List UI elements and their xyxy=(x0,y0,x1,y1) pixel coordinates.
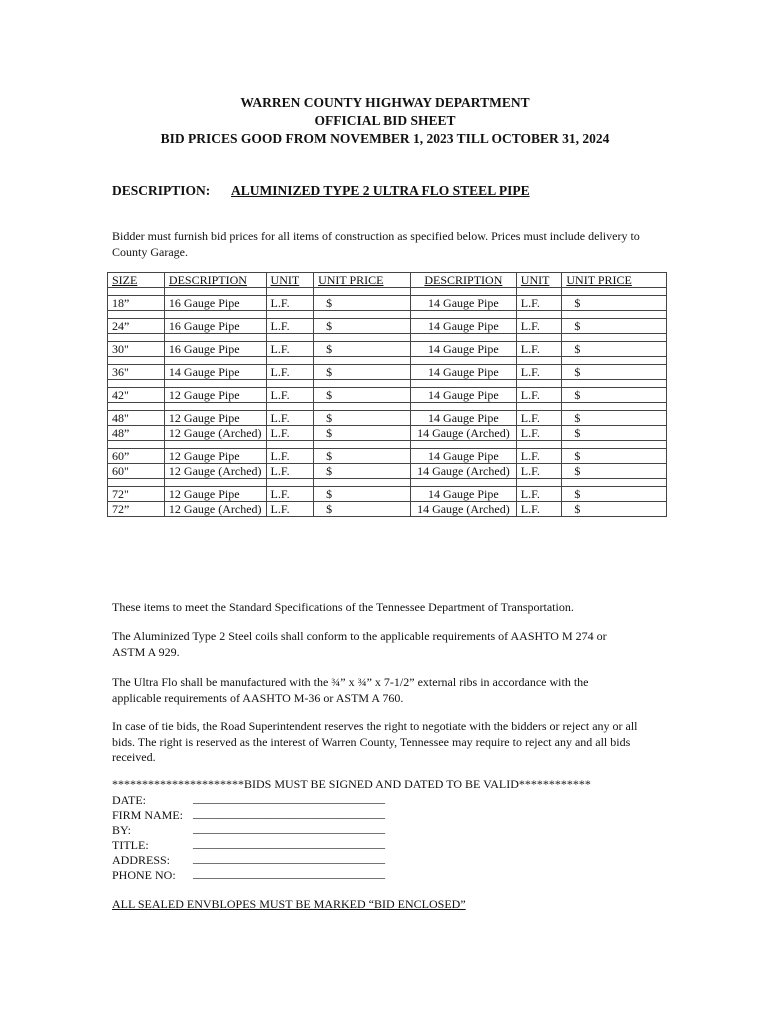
signature-banner: **********************BIDS MUST BE SIGNED AND DATED TO BE VALID************ xyxy=(112,777,591,791)
unit-price-cell[interactable]: $ xyxy=(314,464,411,479)
description-value: ALUMINIZED TYPE 2 ULTRA FLO STEEL PIPE xyxy=(231,183,530,198)
unit-price-cell[interactable]: $ xyxy=(314,342,411,357)
size-cell: 72” xyxy=(108,502,165,517)
spacer-cell xyxy=(516,357,562,365)
unit-cell: L.F. xyxy=(266,296,314,311)
size-cell: 72" xyxy=(108,487,165,502)
unit-alt-cell: L.F. xyxy=(516,487,562,502)
size-cell: 42" xyxy=(108,388,165,403)
spacer-cell xyxy=(164,311,266,319)
spacer-row xyxy=(108,441,667,449)
unit-cell: L.F. xyxy=(266,487,314,502)
unit-cell: L.F. xyxy=(266,502,314,517)
unit-price-alt-cell[interactable]: $ xyxy=(562,449,667,464)
blank-line-date[interactable]: ________________________________ xyxy=(193,791,385,805)
spacer-cell xyxy=(266,357,314,365)
spacer-cell xyxy=(410,334,516,342)
header-unit-price-alt: UNIT PRICE xyxy=(562,273,667,288)
description-alt-cell: 14 Gauge Pipe xyxy=(410,296,516,311)
spacer-row xyxy=(108,311,667,319)
spacer-row xyxy=(108,334,667,342)
unit-alt-cell: L.F. xyxy=(516,319,562,334)
unit-price-alt-cell[interactable]: $ xyxy=(562,296,667,311)
spacer-cell xyxy=(314,288,411,296)
table-row xyxy=(108,296,667,311)
size-cell: 48" xyxy=(108,411,165,426)
unit-cell: L.F. xyxy=(266,342,314,357)
header-sheet-title: OFFICIAL BID SHEET xyxy=(314,113,456,128)
description-alt-cell: 14 Gauge (Arched) xyxy=(410,426,516,441)
header-valid-dates: BID PRICES GOOD FROM NOVEMBER 1, 2023 TILL OCTOBER 31, 2024 xyxy=(160,131,610,146)
spacer-cell xyxy=(314,311,411,319)
coil-paragraph: The Aluminized Type 2 Steel coils shall conform to the applicable requirements of AASHTO M 274 or ASTM A 929. xyxy=(112,629,607,659)
unit-price-cell[interactable]: $ xyxy=(314,296,411,311)
spacer-cell xyxy=(410,441,516,449)
spacer-row xyxy=(108,288,667,296)
field-label-date: DATE: xyxy=(112,793,146,807)
table-row xyxy=(108,487,667,502)
unit-price-cell[interactable]: $ xyxy=(314,388,411,403)
spacer-cell xyxy=(516,479,562,487)
unit-cell: L.F. xyxy=(266,411,314,426)
spacer-cell xyxy=(108,441,165,449)
spacer-cell xyxy=(108,311,165,319)
spacer-cell xyxy=(266,380,314,388)
spacer-cell xyxy=(562,334,667,342)
spacer-cell xyxy=(410,403,516,411)
unit-cell: L.F. xyxy=(266,464,314,479)
spacer-row xyxy=(108,403,667,411)
header-size: SIZE xyxy=(108,273,165,288)
table-row xyxy=(108,342,667,357)
table-row xyxy=(108,502,667,517)
spacer-cell xyxy=(314,479,411,487)
spacer-cell xyxy=(108,288,165,296)
description-alt-cell: 14 Gauge Pipe xyxy=(410,388,516,403)
unit-price-cell[interactable]: $ xyxy=(314,502,411,517)
spacer-cell xyxy=(516,334,562,342)
description-alt-cell: 14 Gauge Pipe xyxy=(410,319,516,334)
spacer-cell xyxy=(266,403,314,411)
header-unit-price: UNIT PRICE xyxy=(314,273,411,288)
header-unit: UNIT xyxy=(266,273,314,288)
table-row xyxy=(108,449,667,464)
unit-cell: L.F. xyxy=(266,388,314,403)
unit-alt-cell: L.F. xyxy=(516,502,562,517)
spacer-cell xyxy=(164,479,266,487)
unit-price-alt-cell[interactable]: $ xyxy=(562,464,667,479)
spacer-cell xyxy=(516,311,562,319)
description-label: DESCRIPTION: xyxy=(112,183,211,198)
spacer-cell xyxy=(164,288,266,296)
spacer-cell xyxy=(562,357,667,365)
field-label-by: BY: xyxy=(112,823,131,837)
blank-line-phone[interactable]: ________________________________ xyxy=(193,866,385,880)
table-row xyxy=(108,365,667,380)
description-alt-cell: 14 Gauge Pipe xyxy=(410,411,516,426)
description-cell: 16 Gauge Pipe xyxy=(164,296,266,311)
unit-price-alt-cell[interactable]: $ xyxy=(562,319,667,334)
field-label-firm-name: FIRM NAME: xyxy=(112,808,184,822)
spacer-cell xyxy=(108,357,165,365)
spacer-cell xyxy=(314,403,411,411)
spacer-cell xyxy=(516,403,562,411)
spacer-cell xyxy=(164,441,266,449)
unit-alt-cell: L.F. xyxy=(516,342,562,357)
unit-alt-cell: L.F. xyxy=(516,365,562,380)
table-row xyxy=(108,426,667,441)
unit-alt-cell: L.F. xyxy=(516,388,562,403)
spacer-cell xyxy=(516,288,562,296)
field-label-title: TITLE: xyxy=(112,838,149,852)
table-row xyxy=(108,388,667,403)
description-cell: 12 Gauge (Arched) xyxy=(164,426,266,441)
spacer-row xyxy=(108,380,667,388)
intro-paragraph: Bidder must furnish bid prices for all items of construction as specified below. Prices must include delivery to County Garage. xyxy=(112,229,640,259)
spacer-cell xyxy=(410,479,516,487)
unit-alt-cell: L.F. xyxy=(516,464,562,479)
spacer-cell xyxy=(562,380,667,388)
unit-price-alt-cell[interactable]: $ xyxy=(562,502,667,517)
unit-cell: L.F. xyxy=(266,426,314,441)
spacer-cell xyxy=(108,403,165,411)
unit-price-cell[interactable]: $ xyxy=(314,449,411,464)
description-cell: 16 Gauge Pipe xyxy=(164,342,266,357)
spacer-cell xyxy=(266,288,314,296)
unit-price-cell[interactable]: $ xyxy=(314,426,411,441)
blank-line-address[interactable]: ________________________________ xyxy=(193,851,385,865)
spacer-cell xyxy=(410,357,516,365)
unit-price-alt-cell[interactable]: $ xyxy=(562,388,667,403)
spacer-row xyxy=(108,479,667,487)
sealed-envelope-note: ALL SEALED ENVBLOPES MUST BE MARKED “BID ENCLOSED” xyxy=(112,897,466,911)
spacer-cell xyxy=(516,441,562,449)
bid-price-table xyxy=(107,272,667,517)
table-row xyxy=(108,411,667,426)
header-description: DESCRIPTION xyxy=(164,273,266,288)
unit-price-alt-cell[interactable]: $ xyxy=(562,487,667,502)
description-alt-cell: 14 Gauge Pipe xyxy=(410,365,516,380)
unit-alt-cell: L.F. xyxy=(516,411,562,426)
spacer-cell xyxy=(164,357,266,365)
description-cell: 14 Gauge Pipe xyxy=(164,365,266,380)
spacer-cell xyxy=(266,311,314,319)
size-cell: 60” xyxy=(108,449,165,464)
unit-price-cell[interactable]: $ xyxy=(314,365,411,380)
header-description-alt: DESCRIPTION xyxy=(410,273,516,288)
description-cell: 16 Gauge Pipe xyxy=(164,319,266,334)
description-alt-cell: 14 Gauge Pipe xyxy=(410,487,516,502)
size-cell: 36" xyxy=(108,365,165,380)
description-cell: 12 Gauge (Arched) xyxy=(164,464,266,479)
blank-line-by[interactable]: ________________________________ xyxy=(193,821,385,835)
spacer-cell xyxy=(410,311,516,319)
unit-price-alt-cell[interactable]: $ xyxy=(562,411,667,426)
spacer-cell xyxy=(562,441,667,449)
spacer-cell xyxy=(164,380,266,388)
field-label-phone: PHONE NO: xyxy=(112,868,176,882)
specs-paragraph: These items to meet the Standard Specifications of the Tennessee Department of Transportation. xyxy=(112,600,574,614)
spacer-cell xyxy=(314,334,411,342)
size-cell: 60" xyxy=(108,464,165,479)
spacer-cell xyxy=(516,380,562,388)
unit-price-alt-cell[interactable]: $ xyxy=(562,365,667,380)
tie-bids-paragraph: In case of tie bids, the Road Superintendent reserves the right to negotiate with the bidders or reject any or all bids. The right is reserved as the interest of Warren County, Tennessee may require to reject any and all bids received. xyxy=(112,719,638,764)
spacer-cell xyxy=(108,334,165,342)
unit-alt-cell: L.F. xyxy=(516,426,562,441)
spacer-cell xyxy=(314,380,411,388)
size-cell: 30" xyxy=(108,342,165,357)
description-cell: 12 Gauge Pipe xyxy=(164,411,266,426)
field-label-address: ADDRESS: xyxy=(112,853,171,867)
ribs-paragraph: The Ultra Flo shall be manufactured with the ¾” x ¾” x 7-1/2” external ribs in accordance with the applicable requirements of AASHTO M-36 or ASTM A 760. xyxy=(112,675,589,705)
spacer-cell xyxy=(108,380,165,388)
spacer-cell xyxy=(410,380,516,388)
spacer-cell xyxy=(108,479,165,487)
blank-line-firm-name[interactable]: ________________________________ xyxy=(193,806,385,820)
size-cell: 24” xyxy=(108,319,165,334)
blank-line-title[interactable]: ________________________________ xyxy=(193,836,385,850)
spacer-row xyxy=(108,357,667,365)
spacer-cell xyxy=(562,311,667,319)
description-cell: 12 Gauge Pipe xyxy=(164,388,266,403)
spacer-cell xyxy=(164,403,266,411)
spacer-cell xyxy=(562,479,667,487)
unit-alt-cell: L.F. xyxy=(516,449,562,464)
description-cell: 12 Gauge (Arched) xyxy=(164,502,266,517)
description-cell: 12 Gauge Pipe xyxy=(164,487,266,502)
unit-price-alt-cell[interactable]: $ xyxy=(562,426,667,441)
spacer-cell xyxy=(164,334,266,342)
unit-price-cell[interactable]: $ xyxy=(314,487,411,502)
unit-price-cell[interactable]: $ xyxy=(314,411,411,426)
header-department: WARREN COUNTY HIGHWAY DEPARTMENT xyxy=(240,95,530,110)
unit-alt-cell: L.F. xyxy=(516,296,562,311)
spacer-cell xyxy=(410,288,516,296)
size-cell: 48” xyxy=(108,426,165,441)
spacer-cell xyxy=(266,479,314,487)
description-alt-cell: 14 Gauge (Arched) xyxy=(410,464,516,479)
unit-cell: L.F. xyxy=(266,365,314,380)
unit-cell: L.F. xyxy=(266,319,314,334)
spacer-cell xyxy=(314,357,411,365)
description-alt-cell: 14 Gauge Pipe xyxy=(410,449,516,464)
description-alt-cell: 14 Gauge (Arched) xyxy=(410,502,516,517)
unit-cell: L.F. xyxy=(266,449,314,464)
header-unit-alt: UNIT xyxy=(516,273,562,288)
table-row xyxy=(108,464,667,479)
description-alt-cell: 14 Gauge Pipe xyxy=(410,342,516,357)
table-header-row xyxy=(108,273,667,288)
spacer-cell xyxy=(562,288,667,296)
unit-price-cell[interactable]: $ xyxy=(314,319,411,334)
size-cell: 18” xyxy=(108,296,165,311)
spacer-cell xyxy=(314,441,411,449)
spacer-cell xyxy=(266,441,314,449)
description-cell: 12 Gauge Pipe xyxy=(164,449,266,464)
table-row xyxy=(108,319,667,334)
spacer-cell xyxy=(266,334,314,342)
unit-price-alt-cell[interactable]: $ xyxy=(562,342,667,357)
spacer-cell xyxy=(562,403,667,411)
